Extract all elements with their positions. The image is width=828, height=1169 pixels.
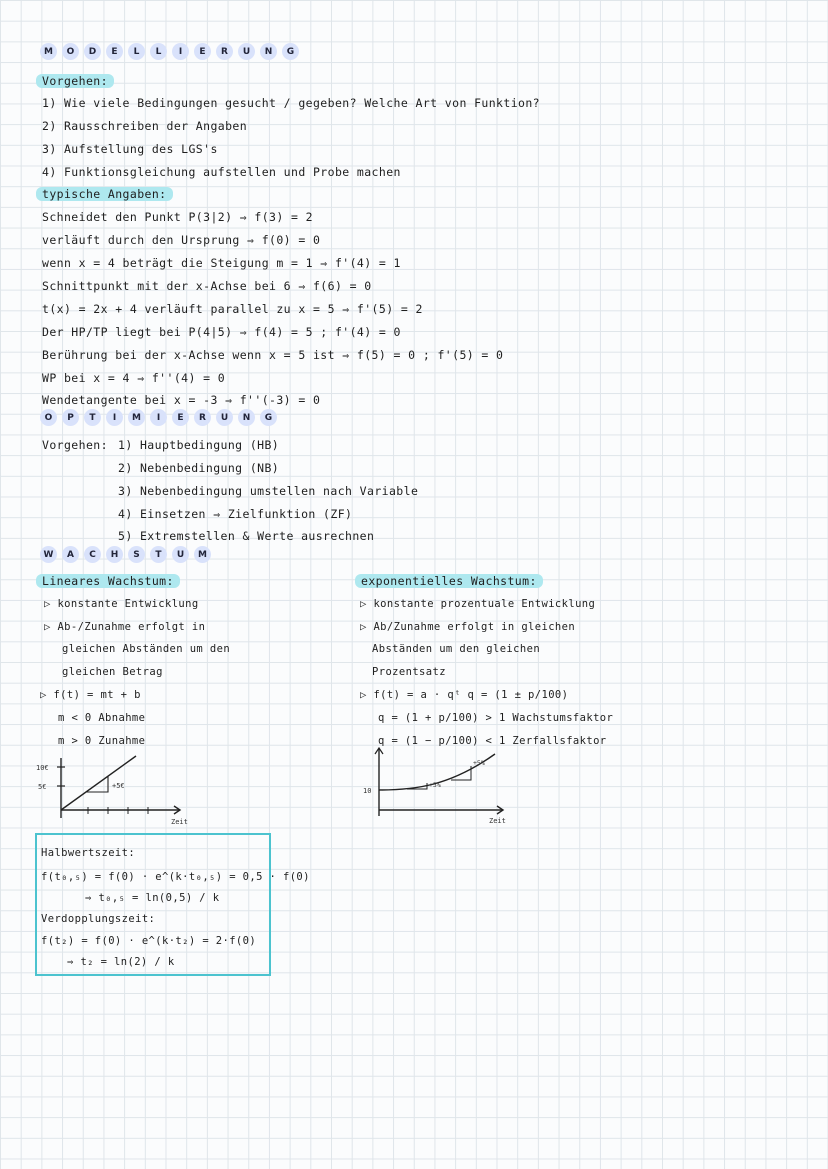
exponential-item: Prozentsatz bbox=[372, 666, 446, 678]
exp-y-tick: 10 bbox=[363, 787, 372, 795]
wachstum-title-letter: S bbox=[128, 546, 145, 563]
optimierung-title-letter: G bbox=[260, 409, 277, 426]
optimierung-title-letter: P bbox=[62, 409, 79, 426]
opt-step-5: 5) Extremstellen & Werte ausrechnen bbox=[118, 529, 375, 543]
modell-step-4: 4) Funktionsgleichung aufstellen und Probe machen bbox=[42, 165, 401, 179]
modellierung-title bbox=[40, 43, 299, 60]
modellierung-title-letter: R bbox=[216, 43, 233, 60]
opt-step-2: 2) Nebenbedingung (NB) bbox=[118, 461, 280, 475]
wachstum-title-letter: M bbox=[194, 546, 211, 563]
linear-item: ▷ konstante Entwicklung bbox=[44, 598, 199, 610]
modellierung-title-letter: O bbox=[62, 43, 79, 60]
wachstum-title-letter: H bbox=[106, 546, 123, 563]
verdopplung-label: Verdopplungszeit: bbox=[41, 913, 156, 925]
modell-step-3: 3) Aufstellung des LGS's bbox=[42, 142, 218, 156]
halbwert-eq-2: ⇒ t₀,₅ = ln(0,5) / k bbox=[85, 892, 220, 904]
typical-item: WP bei x = 4 ⇒ f''(4) = 0 bbox=[42, 371, 226, 385]
wachstum-title-letter: T bbox=[150, 546, 167, 563]
halbwert-label: Halbwertszeit: bbox=[41, 847, 136, 859]
typical-item: t(x) = 2x + 4 verläuft parallel zu x = 5 ⇒ f'(5) = 2 bbox=[42, 302, 423, 316]
opt-step-4: 4) Einsetzen ⇒ Zielfunktion (ZF) bbox=[118, 507, 353, 521]
verdopplung-eq-1: f(t₂) = f(0) · e^(k·t₂) = 2·f(0) bbox=[41, 935, 257, 947]
optimierung-title-letter: U bbox=[216, 409, 233, 426]
optimierung-title-letter: N bbox=[238, 409, 255, 426]
linear-item: gleichen Abständen um den bbox=[62, 643, 231, 655]
typical-item: Schneidet den Punkt P(3|2) ⇒ f(3) = 2 bbox=[42, 210, 313, 224]
typische-angaben-label: typische Angaben: bbox=[36, 187, 173, 201]
exponential-item: q = (1 − p/100) < 1 Zerfallsfaktor bbox=[378, 735, 607, 747]
linear-growth-graph bbox=[28, 752, 188, 827]
linear-item: m < 0 Abnahme bbox=[58, 712, 146, 724]
verdopplung-eq-2: ⇒ t₂ = ln(2) / k bbox=[67, 956, 175, 968]
exponential-heading: exponentielles Wachstum: bbox=[355, 574, 543, 588]
typical-item: Der HP/TP liegt bei P(4|5) ⇒ f(4) = 5 ; f'(4) = 0 bbox=[42, 325, 401, 339]
exponential-item: Abständen um den gleichen bbox=[372, 643, 541, 655]
modellierung-title-letter: L bbox=[150, 43, 167, 60]
linear-item: gleichen Betrag bbox=[62, 666, 163, 678]
exp-x-label: Zeit bbox=[489, 817, 506, 825]
linear-step-label: +5€ bbox=[112, 782, 125, 790]
optimierung-title-letter: I bbox=[106, 409, 123, 426]
typical-item: verläuft durch den Ursprung ⇒ f(0) = 0 bbox=[42, 233, 321, 247]
modellierung-title-letter: G bbox=[282, 43, 299, 60]
exponential-item: ▷ f(t) = a · qᵗ q = (1 ± p/100) bbox=[360, 689, 569, 701]
modellierung-title-letter: E bbox=[194, 43, 211, 60]
wachstum-title-letter: W bbox=[40, 546, 57, 563]
exponential-item: ▷ konstante prozentuale Entwicklung bbox=[360, 598, 596, 610]
exponential-growth-graph bbox=[355, 740, 515, 825]
modellierung-title-letter: L bbox=[128, 43, 145, 60]
optimierung-title bbox=[40, 409, 277, 426]
linear-y-tick-lower: 5€ bbox=[38, 783, 47, 791]
vorgehen-label: Vorgehen: bbox=[36, 74, 114, 88]
exponential-item: q = (1 + p/100) > 1 Wachstumsfaktor bbox=[378, 712, 614, 724]
optimierung-title-letter: O bbox=[40, 409, 57, 426]
typical-item: Berührung bei der x-Achse wenn x = 5 ist ⇒ f(5) = 0 ; f'(5) = 0 bbox=[42, 348, 504, 362]
linear-growth-line bbox=[61, 756, 136, 810]
linear-x-label: Zeit bbox=[171, 818, 188, 826]
wachstum-title-letter: C bbox=[84, 546, 101, 563]
exp-step-label-1: +5% bbox=[429, 781, 441, 789]
optimierung-title-letter: E bbox=[172, 409, 189, 426]
linear-y-tick-upper: 10€ bbox=[36, 764, 49, 772]
modellierung-title-letter: E bbox=[106, 43, 123, 60]
linear-heading: Lineares Wachstum: bbox=[36, 574, 180, 588]
typical-item: Wendetangente bei x = -3 ⇒ f''(-3) = 0 bbox=[42, 393, 321, 407]
optimierung-title-letter: I bbox=[150, 409, 167, 426]
exp-step-triangle-2 bbox=[451, 766, 471, 780]
wachstum-title bbox=[40, 546, 211, 563]
modellierung-title-letter: I bbox=[172, 43, 189, 60]
optimierung-title-letter: M bbox=[128, 409, 145, 426]
modell-step-2: 2) Rausschreiben der Angaben bbox=[42, 119, 248, 133]
modellierung-title-letter: M bbox=[40, 43, 57, 60]
opt-step-1: 1) Hauptbedingung (HB) bbox=[118, 438, 280, 452]
linear-item: m > 0 Zunahme bbox=[58, 735, 146, 747]
typical-item: Schnittpunkt mit der x-Achse bei 6 ⇒ f(6) = 0 bbox=[42, 279, 372, 293]
formula-box bbox=[35, 833, 310, 976]
opt-vorgehen-label: Vorgehen: bbox=[42, 438, 108, 452]
modellierung-title-letter: N bbox=[260, 43, 277, 60]
modellierung-title-letter: D bbox=[84, 43, 101, 60]
wachstum-title-letter: A bbox=[62, 546, 79, 563]
opt-step-3: 3) Nebenbedingung umstellen nach Variable bbox=[118, 484, 419, 498]
halbwert-eq-1: f(t₀,₅) = f(0) · e^(k·t₀,₅) = 0,5 · f(0) bbox=[41, 871, 310, 883]
modellierung-title-letter: U bbox=[238, 43, 255, 60]
linear-item: ▷ Ab-/Zunahme erfolgt in bbox=[44, 621, 206, 633]
typical-item: wenn x = 4 beträgt die Steigung m = 1 ⇒ f'(4) = 1 bbox=[42, 256, 401, 270]
modell-step-1: 1) Wie viele Bedingungen gesucht / gegeben? Welche Art von Funktion? bbox=[42, 96, 541, 110]
optimierung-title-letter: T bbox=[84, 409, 101, 426]
wachstum-title-letter: U bbox=[172, 546, 189, 563]
exponential-item: ▷ Ab/Zunahme erfolgt in gleichen bbox=[360, 621, 576, 633]
exp-step-label-2: +5% bbox=[473, 759, 485, 767]
linear-item: ▷ f(t) = mt + b bbox=[40, 689, 141, 701]
optimierung-title-letter: R bbox=[194, 409, 211, 426]
